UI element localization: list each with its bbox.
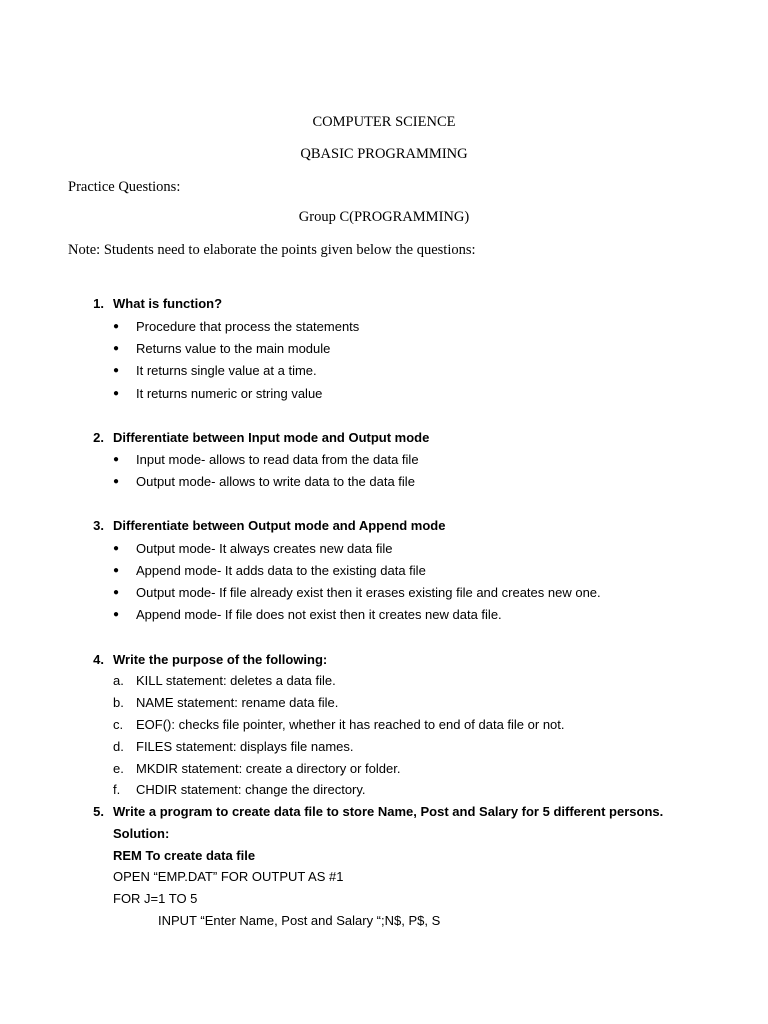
question-title: Differentiate between Input mode and Output mode [113,430,430,445]
question-number: 3. [93,518,104,533]
document-subtitle: QBASIC PROGRAMMING [300,146,468,162]
solution-label: Solution: [113,826,170,841]
question-number: 4. [93,652,104,667]
list-item: Returns value to the main module [136,341,331,356]
code-line: REM To create data file [113,848,256,863]
list-letter: b. [113,695,124,710]
list-item: It returns numeric or string value [136,386,323,401]
question-number: 5. [93,804,104,819]
list-item: MKDIR statement: create a directory or folder. [136,761,401,776]
bullet-icon: ● [113,587,120,598]
bullet-icon: ● [113,609,120,620]
list-letter: a. [113,673,124,688]
list-item: Output mode- It always creates new data file [136,541,393,556]
question-title: What is function? [113,296,223,311]
code-line: OPEN “EMP.DAT” FOR OUTPUT AS #1 [113,869,344,884]
note-text: Note: Students need to elaborate the points given below the questions: [68,242,476,258]
question-number: 1. [93,296,104,311]
list-item: NAME statement: rename data file. [136,695,339,710]
list-item: FILES statement: displays file names. [136,739,354,754]
bullet-icon: ● [113,388,120,399]
list-letter: e. [113,761,124,776]
question-number: 2. [93,430,104,445]
bullet-icon: ● [113,343,120,354]
bullet-icon: ● [113,365,120,376]
group-heading: Group C(PROGRAMMING) [298,209,470,225]
list-item: Append mode- It adds data to the existing data file [136,563,426,578]
practice-heading: Practice Questions: [68,179,181,195]
question-title: Write the purpose of the following: [113,652,328,667]
list-letter: f. [113,782,121,797]
code-line: FOR J=1 TO 5 [113,891,198,906]
bullet-icon: ● [113,321,120,332]
code-line: INPUT “Enter Name, Post and Salary “;N$, P$, S [158,913,441,928]
list-item: KILL statement: deletes a data file. [136,673,336,688]
document-title: COMPUTER SCIENCE [312,114,456,130]
bullet-icon: ● [113,565,120,576]
list-item: Procedure that process the statements [136,319,360,334]
list-item: Output mode- allows to write data to the data file [136,474,415,489]
bullet-icon: ● [113,454,120,465]
list-item: Output mode- If file already exist then it erases existing file and creates new one. [136,585,601,600]
list-item: Append mode- If file does not exist then it creates new data file. [136,607,502,622]
bullet-icon: ● [113,476,120,487]
list-item: CHDIR statement: change the directory. [136,782,366,797]
bullet-icon: ● [113,543,120,554]
list-letter: d. [113,739,124,754]
list-item: It returns single value at a time. [136,363,317,378]
list-item: Input mode- allows to read data from the data file [136,452,419,467]
question-title: Write a program to create data file to store Name, Post and Salary for 5 different persons. [113,804,664,819]
list-item: EOF(): checks file pointer, whether it has reached to end of data file or not. [136,717,565,732]
list-letter: c. [113,717,124,732]
question-title: Differentiate between Output mode and Append mode [113,518,446,533]
